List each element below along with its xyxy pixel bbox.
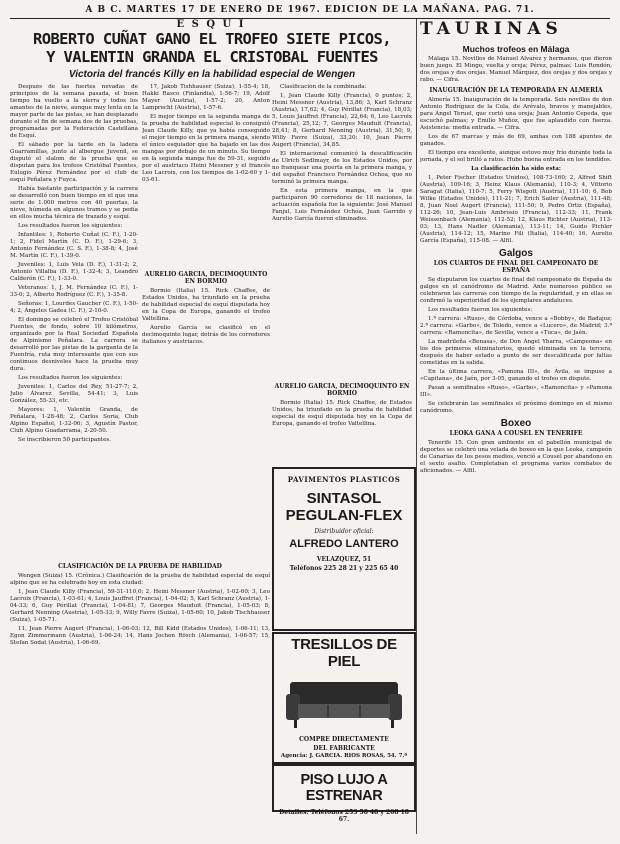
headline-2: Y VALENTIN GRANDA EL CRISTOBAL FUENTES [46, 48, 378, 66]
sofa-illustration [284, 672, 404, 734]
bormio-title-2: AURELIO GARCIA, DECIMOQUINTO EN BORMIO [274, 383, 410, 397]
ad3-line1: PISO LUJO A ESTRENAR [300, 772, 388, 804]
sofa-back [290, 682, 398, 706]
tau-p0: Málaga 15. Novillos de Manuel Álvarez y hermanos, que dieron buen juego. El Mingo, vuelta y oreja; Pérez, palmas; Luis Rondón, dos orejas y dos orejas. Manuel Márquez, dos orejas y dos orejas y rabo. — Cifra. [420, 56, 612, 83]
gal-p5: Pasan a semifinales «Ruso», «Garbo», «Ramoncita» y «Pamona III». [420, 385, 612, 398]
ad1-line2: SINTASOL [306, 490, 382, 507]
column-divider [416, 19, 417, 834]
bormio-p1: Aurelio García se clasificó en el decimoquinto lugar, detrás de los corredores italianos y austriacos. [142, 325, 270, 345]
article-column-2a [142, 84, 270, 264]
col1-p8: El domingo se celebró el Trofeo Cristóbal Fuentes, de fondo, sobre 10 kilómetros, organizado por la Real Sociedad Española de Alpinismo Peñalara. La carrera se desarrolló por las pistas de la garganta de la Fuenfría, ruta muy interesante que con sus continuos desniveles hace la prueba muy dura. [10, 317, 138, 372]
col2-p3: 1, Jean Claude Killy (Francia), 0 puntos; 2, Heini Messner (Austria), 13,86; 3, Karl Schranz (Austria), 17,62; 4, Guy Périllat (Francia), 18,03; 5, Louis Jauffret (Francia), 22,64; 6, Leo Lacroix (Francia), 25,12; 7, Georges Mauduit (Francia), 28,41; 8, Gerhard Nenning (Austria), 31,50; 9, Willy Favre (Suiza), 33,20; 10, Jean Pierre Augert (Francia), 34,85. [272, 93, 412, 148]
sofa-arm-left [286, 694, 300, 720]
bormio-p0: Bormio (Italia) 15. Rick Chaffee, de Estados Unidos, ha triunfado en la prueba de habilidad especial de esquí disputada hoy en la Copa de Europa, ganando el trofeo Valtellina. [142, 288, 270, 322]
ad2-line2: COMPRE DIRECTAMENTE [299, 736, 389, 743]
taurinas-subhead: Muchos trofeos en Málaga [462, 44, 570, 54]
article-column-2b [142, 268, 270, 556]
hab-p2: 11, Jean Pierre Augert (Francia), 1-06-03; 12, Bill Kidd (Estados Unidos), 1-06-11; 13, Egon Zimmermann (Austria), 1-06-24; 14, Hans Jochen Rösch (Alemania), 1-06-57; 15, Stefan Sodat (Austria), 1-06-69. [10, 626, 270, 646]
col2-p5: En esta primera manga, en la que participaron 90 corredores de 18 naciones, la actuación española fue la siguiente: José Manuel Fanjul, Luis Fernández Ochoa, Juan Garrido y Aurelio García fueron eliminados. [272, 188, 412, 222]
galgos-title: Galgos [499, 248, 533, 259]
article-habilidad [10, 560, 270, 830]
article-column-3 [272, 84, 412, 374]
habilidad-title: CLASIFICACIÓN DE LA PRUEBA DE HABILIDAD [58, 563, 222, 570]
ad1-line1: PAVIMENTOS PLASTICOS [287, 475, 401, 484]
right-column [420, 56, 612, 826]
col1-p12: Se inscribieron 50 participantes. [18, 437, 112, 443]
gal-p4: En la última carrera, «Pamona III», de Ávila, se impuso a «Capitana», de Jaén, por 3-05, ganando el trofeo en dispute. [420, 369, 612, 382]
gal-p6: Se celebrarán las semifinales el próximo domingo en el mismo canódromo. [420, 401, 612, 414]
hab-p1: 1, Jean Claude Killy (Francia), 59-31-110,0; 2, Heini Messner (Austria), 1-02-60; 3, Leo Lacroix (Francia), 1-03-61; 4, Louis Jauffret (Francia), 1-04-02; 5, Karl Schranz (Austria), 1-04-33; 6, Guy Périllat (Francia), 1-04-81; 7, Georges Mauduit (Francia), 1-05-03; 8, Gerhard Nenning (Austria), 1-05-33; 9, Willy Favre (Suiza), 1-05-60; 10, Jakob Tischhauser (Suiza), 1-05-71. [10, 589, 270, 623]
ad3-line2: Detalles: Teléfonos 253 58 48 y 268 18 67. [279, 809, 409, 823]
section-taurinas: TAURINAS [420, 19, 563, 39]
col2-p4: El internacional comunicó la descalificación de Ulrich Sedlmayr, de los Estados Unidos, por no franquear una puerta en la primera manga, y del español Francisco Fernández Ochoa, que no terminó la primera manga. [272, 151, 412, 185]
b2-p3: 1, Peter Fischer (Estados Unidos), 108-73-160; 2, Alfred Shift (Austria), 109-16; 3, Heinz Klaus (Alemania), 110-3; 4, Vittorio Saragat (Italia), 110-7; 5, Ferry Wisgott (Austria), 111-10; 6, Bob Wilke (Estados Unidos), 111-21; 7, Erich Sailer (Austria), 111-48; 8, Juan Noel Augert (Francia), 111-50; 9, Pedro Ortiz (España), 112-26; 10, Jean-Luis Ambrosio (Francia), 112-33; 11, Frank Weissenbach (Alemania), 112-52; 12, Klaus Richter (Austria), 113-03; 13, Hans Nadler (Alemania), 113-11; 14, Guido Pichler (Austria), 114-12; 15, Marino Fili (Italia), 114-40; 16, Aurelio García (España), 115-08. — Alfil. [420, 175, 612, 244]
article-column-3b [272, 380, 412, 462]
col2-p0: 17, Jakob Tishhauser (Suiza), 1-55-4; 18, Hakki Rasco (Finlandia), 1-56-7; 19, Adolf Mayer (Austria), 1-57-2; 20, Anton Lamprecht (Austria), 1-57-6. [142, 84, 270, 111]
sofa-leg-2 [391, 720, 394, 728]
ad1-line4: Distribuidor oficial: [314, 528, 374, 535]
bormio-title: AURELIO GARCIA, DECIMOQUINTO EN BORMIO [144, 271, 268, 285]
b2-p2: La clasificación ha sido esta: [471, 166, 561, 172]
col1-p9: Los resultados fueron los siguientes: [18, 375, 123, 381]
headline-1: ROBERTO CUÑAT GANO EL TROFEO SIETE PICOS, [32, 30, 391, 48]
b2-p1: El tiempo era excelente, aunque estuvo muy frío durante toda la jornada, y el sol brilló a ratos. Hubo buena entrada en los tendidos. [420, 150, 612, 163]
col1-p0: Después de las fuertes nevadas de principios de la semana pasada, el buen tiempo ha vuelto a la sierra y todos los amantes de la nieve, aunque muy lenta en la mayor parte de las pistas, se han desplazado durante el fin de semana dos de las pruebas, programadas por la Federación Castellana de Esquí. [10, 84, 138, 139]
alm-p0: Almería 15. Inauguración de la temporada. Seis novillos de don Antonio Rodríguez de la Cola, de Arévalo, bravos y manejables, para Ángel Teruel, que cortó una oreja; Juan Antonio Cepeda, que escuchó palmas; y Emilio Muñoz, que fue aplaudido con fuerza. Asistencia: media entrada. — Cifra. [420, 97, 612, 131]
col1-p7: Señoras: 1, Lourdes Gaucher (C. F.), 1-50-4; 2, Ángeles Gadea (C. F.), 2-10-0. [10, 301, 138, 314]
advertisement-tresillos [272, 632, 416, 764]
advertisement-piso [272, 764, 416, 823]
boxeo-title: Boxeo [500, 418, 532, 429]
gal-p0: Se disputaron los cuartos de final del campeonato de España de galgos en el canódromo de Madrid. Ante numeroso público se celebraron las carreras con tiempo de la regularidad, y en ellas se confirmó la superioridad de los ejemplares andaluces. [420, 277, 612, 304]
gal-p2: 1.ª carrera: «Ruso», de Córdoba, vence a «Bobby», de Badajoz; 2.ª carrera: «Garbo», de Toledo, vence a «Lucero», de Madrid; 3.ª carrera: «Ramoncita», de Sevilla, vence a «Tuca», de Jaén. [420, 316, 612, 336]
ad2-line1: TRESILLOS DE PIEL [291, 636, 397, 670]
ad2-line4: Agencia: J. GARCIA. RIOS ROSAS, 54. 7.º [280, 753, 408, 759]
col2-p1: El mejor tiempo en la segunda manga de la prueba de habilidad especial lo consiguió Jean Claude Killy, que ya había conseguido el mejor tiempo en la primera manga, siendo el único esquiador que ha bajado en las dos mangas por debajo de un minuto. Su tiempo en la segunda manga fue de 59-31, seguido por el austriaco Heini Messner y el francés Leo Lacroix, con los tiempos de 1-02-60 y 1-03-61. [142, 114, 270, 183]
col1-p1: El sábado por la tarde en la ladera Guarramillas, junto al albergue Juvenil, se disputó el slalom de la prueba que se disputan para los trofeos Cristóbal Fuentes, Eulogio Pérez Fernández por el club de esquí Peñalara y Fuyca. [10, 142, 138, 183]
sofa-leg-1 [294, 720, 297, 728]
ad2-line3: DEL FABRICANTE [313, 745, 375, 752]
col2-p2: Clasificación de la combinada: [280, 84, 367, 90]
gal-p3: La madrileña «Benasa», de Don Ángel Ybarra, «Campeona» en los dos primeros eliminatorios, quedó eliminada en la tercera, después de haber estado a punto de ser descalificada por faltas cometidas en la salida. [420, 339, 612, 366]
col1-p11: Mayores: 1, Valentín Granda, de Peñalara, 1-28-48; 2, Carlos Soria, Club Alpino Español, 1-32-06; 3, Agustín Pastor, Club Alpino Guadarrama, 2-20-50. [10, 407, 138, 434]
gal-p1: Los resultados fueron los siguientes: [428, 307, 533, 313]
galgos-subtitle: LOS CUARTOS DE FINAL DEL CAMPEONATO DE ESPAÑA [433, 260, 599, 274]
hab-p0: Wengen (Suiza) 15. (Crónica.) Clasificación de la prueba de habilidad especial de esquí alpino que se ha celebrado hoy en esta ciudad: [10, 573, 270, 586]
advertisement-sintasol [272, 467, 416, 631]
ad1-line3: PEGULAN-FLEX [285, 507, 403, 524]
ad1-line5: ALFREDO LANTERO [289, 538, 399, 550]
b2-p0: Los de 67 marcas y más de 69, ambas con 188 apuntes de ganados. [420, 134, 612, 147]
col1-p4: Infantiles: 1, Roberto Cuñat (C. F.), 1-20-1; 2, Fidel Martín (C. D. F.), 1-29-6; 3, Antonio Fernández (C. S. F.), 1-38-8; 4, José M. Martín (C. F.), 1-39-0. [10, 232, 138, 259]
masthead: A B C. MARTES 17 DE ENERO DE 1967. EDICION DE LA MAÑANA. PAG. 71. [10, 2, 610, 19]
box-p0: Tenerife 15. Con gran ambiente en el pabellón municipal de deportes se celebró una velada de boxeo en la que Leoka, campeón de Canarias de los pesos medios, venció a Cousel por abandono en el sexto asalto. Completaban el programa varios combates de aficionados. — Alfil. [420, 440, 612, 474]
almeria-title: INAUGURACIÓN DE LA TEMPORADA EN ALMERÍA [429, 87, 603, 94]
ad1-line7: Teléfonos 225 28 21 y 225 65 40 [289, 565, 399, 572]
sofa-arm-right [388, 694, 402, 720]
col1-p10: Juveniles: 1, Carlos del Rey, 51-27-7; 2, Julio Álvarez Sevilla, 54-41; 3, Luis González, 55-33, etc. [10, 384, 138, 404]
col1-p3: Los resultados fueron los siguientes: [18, 223, 123, 229]
sofa-seat [298, 704, 390, 718]
boxeo-subtitle: LEOKA GANA A COUSEL EN TENERIFE [449, 430, 583, 437]
section-esqui: E S Q U I [176, 19, 246, 30]
col1-p5: Juveniles: 1, Luis Vela (D. F.), 1-31-2; 2, Antonio Villalba (D. F.), 1-32-4; 3, Leandro Calderón (C. F.), 1-33-0. [10, 262, 138, 282]
col1-p2: Había bastante participación y la carrera se desarrolló con buen tiempo en el que una serie de 1.000 metros con 40 puertas, la nieve, húmeda en algunos tramos y se pedía en ellos mucha técnica de trazado y esquí. [10, 186, 138, 220]
col1-p6: Veteranos: 1, J. M. Fernández (C. F.), 1-33-0; 2, Alberto Rodríguez (C. F.), 1-35-8. [10, 285, 138, 298]
ad1-line6: VELAZQUEZ, 51 [316, 556, 372, 563]
subhead: Victoria del francés Killy en la habilidad especial de Wengen [68, 69, 356, 80]
bormio-b-p0: Bormio (Italia) 15. Rick Chaffee, de Estados Unidos, ha triunfado en la prueba de habilidad especial de esquí disputada hoy en la Copa de Europa, ganando el trofeo Valtellina. [272, 400, 412, 427]
